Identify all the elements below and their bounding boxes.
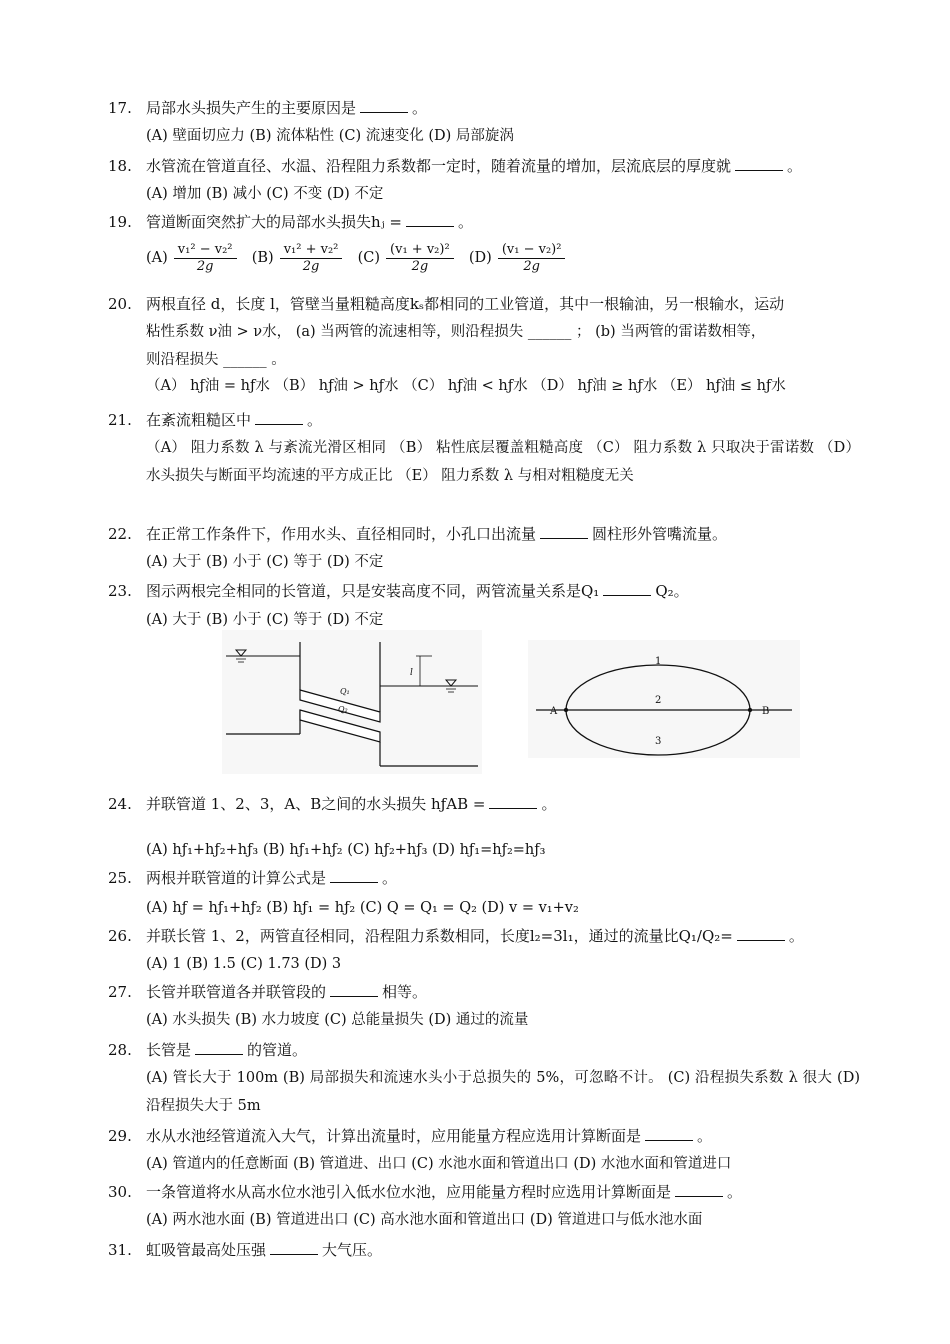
answer-blank[interactable]: [645, 1126, 693, 1141]
node-b: [748, 708, 752, 712]
question-20-line2: 粘性系数 ν油 > ν水， (a) 当两管的流速相等，则沿程损失 ______ ； (b) 当两管的雷诺数相等，: [146, 324, 766, 340]
question-18: 18. 水管流在管道直径、水温、沿程阻力系数都一定时，随着流量的增加，层流底层的厚度就 。: [108, 157, 803, 175]
question-25: 25. 两根并联管道的计算公式是 。: [108, 869, 398, 887]
answer-blank[interactable]: [675, 1182, 723, 1197]
label-a: A: [550, 706, 558, 717]
options-21: （A） 阻力系数 λ 与紊流光滑区相同 （B） 粘性底层覆盖粗糙高度 （C） 阻力系数 λ 只取决于雷诺数 （D） 水头损失与断面平均流速的平方成正比 （E） 阻力系数 λ 与相对粗糙度无关: [146, 440, 860, 484]
options-24: (A) hƒ₁+hƒ₂+hƒ₃ (B) hƒ₁+hƒ₂ (C) hƒ₂+hƒ₃ (D) hƒ₁=hƒ₂=hƒ₃: [146, 842, 546, 858]
label-pipe-1: 1: [655, 656, 662, 667]
question-31: 31. 虹吸管最高处压强 大气压。: [108, 1241, 383, 1259]
question-26: 26. 并联长管 1、2，两管直径相同，沿程阻力系数相同，长度l₂=3l₁，通过的流量比Q₁/Q₂= 。: [108, 927, 804, 945]
answer-blank[interactable]: [195, 1040, 243, 1055]
options-26: (A) 1 (B) 1.5 (C) 1.73 (D) 3: [146, 956, 342, 972]
options-18: (A) 增加 (B) 减小 (C) 不变 (D) 不定: [146, 186, 384, 202]
answer-blank[interactable]: [489, 794, 537, 809]
question-23: 23. 图示两根完全相同的长管道，只是安装高度不同，两管流量关系是Q₁ Q₂。: [108, 582, 689, 600]
question-30: 30. 一条管道将水从高水位水池引入低水位水池，应用能量方程时应选用计算断面是 。: [108, 1183, 743, 1201]
label-q1: Q₁: [340, 687, 350, 696]
question-21: 21. 在紊流粗糙区中 。: [108, 411, 323, 429]
question-29: 29. 水从水池经管道流入大气，计算出流量时，应用能量方程应选用计算断面是 。: [108, 1127, 713, 1145]
question-24: 24. 并联管道 1、2、3，A、B之间的水头损失 hƒAB = 。: [108, 795, 557, 813]
label-q2: Q₂: [338, 705, 348, 714]
label-pipe-3: 3: [655, 736, 662, 747]
fraction-a: $\frac{\text{v₁² − v₂²}}{2g}$: [174, 242, 237, 275]
fraction-c: $\frac{\text{(v₁ + v₂)²}}{2g}$: [386, 242, 454, 275]
answer-blank[interactable]: [540, 524, 588, 539]
options-28: (A) 管长大于 100m (B) 局部损失和流速水头小于总损失的 5%，可忽略不计。 (C) 沿程损失系数 λ 很大 (D) 沿程损失大于 5m: [146, 1070, 860, 1114]
question-22: 22. 在正常工作条件下，作用水头、直径相同时，小孔口出流量 圆柱形外管嘴流量。: [108, 525, 728, 543]
answer-blank[interactable]: [330, 868, 378, 883]
figure-two-pipes: [222, 630, 482, 774]
options-17: (A) 壁面切应力 (B) 流体粘性 (C) 流速变化 (D) 局部旋涡: [146, 128, 514, 144]
options-19: (A) $\frac{\text{v₁² − v₂²}}{2g}$ (B) $\frac{\text{v₁² + v₂²}}{2g}$ (C) $\frac{\text{(v₁ + v₂)²}}{2g}$ (D) $\frac{\text{(v₁ − v₂)²}}{2g}$: [146, 240, 571, 276]
question-20-line3: 则沿程损失 ______ 。: [146, 352, 286, 368]
label-pipe-2: 2: [655, 695, 662, 706]
question-27: 27. 长管并联管道各并联管段的 相等。: [108, 983, 428, 1001]
answer-blank[interactable]: [270, 1240, 318, 1255]
question-19: 19. 管道断面突然扩大的局部水头损失hⱼ = 。: [108, 213, 473, 231]
options-27: (A) 水头损失 (B) 水力坡度 (C) 总能量损失 (D) 通过的流量: [146, 1012, 529, 1028]
answer-blank[interactable]: [406, 212, 454, 227]
fraction-b: $\frac{\text{v₁² + v₂²}}{2g}$: [280, 242, 343, 275]
options-29: (A) 管道内的任意断面 (B) 管道进、出口 (C) 水池水面和管道出口 (D) 水池水面和管道进口: [146, 1156, 732, 1172]
question-20: 20. 两根直径 d，长度 l，管壁当量粗糙高度kₛ都相同的工业管道，其中一根输油，另一根输水，运动: [108, 295, 785, 313]
fraction-d: $\frac{\text{(v₁ − v₂)²}}{2g}$: [498, 242, 566, 275]
answer-blank[interactable]: [330, 982, 378, 997]
label-l: l: [410, 668, 413, 678]
options-22: (A) 大于 (B) 小于 (C) 等于 (D) 不定: [146, 554, 384, 570]
figure-parallel-pipes: [528, 640, 800, 758]
options-23: (A) 大于 (B) 小于 (C) 等于 (D) 不定: [146, 612, 384, 628]
answer-blank[interactable]: [603, 581, 651, 596]
node-a: [564, 708, 568, 712]
label-b: B: [762, 706, 770, 717]
options-30: (A) 两水池水面 (B) 管道进出口 (C) 高水池水面和管道出口 (D) 管道进口与低水池水面: [146, 1212, 703, 1228]
question-17: 17. 局部水头损失产生的主要原因是 。: [108, 99, 428, 117]
question-28: 28. 长管是 的管道。: [108, 1041, 308, 1059]
options-25: (A) hƒ = hƒ₁+hƒ₂ (B) hƒ₁ = hƒ₂ (C) Q = Q₁ = Q₂ (D) v = v₁+v₂: [146, 900, 579, 916]
answer-blank[interactable]: [737, 926, 785, 941]
answer-blank[interactable]: [735, 156, 783, 171]
options-20: （A） hƒ油 = hƒ水 （B） hƒ油 > hƒ水 （C） hƒ油 < hƒ水 （D） hƒ油 ≥ hƒ水 （E） hƒ油 ≤ hƒ水: [146, 378, 786, 394]
answer-blank[interactable]: [255, 410, 303, 425]
answer-blank[interactable]: [360, 98, 408, 113]
